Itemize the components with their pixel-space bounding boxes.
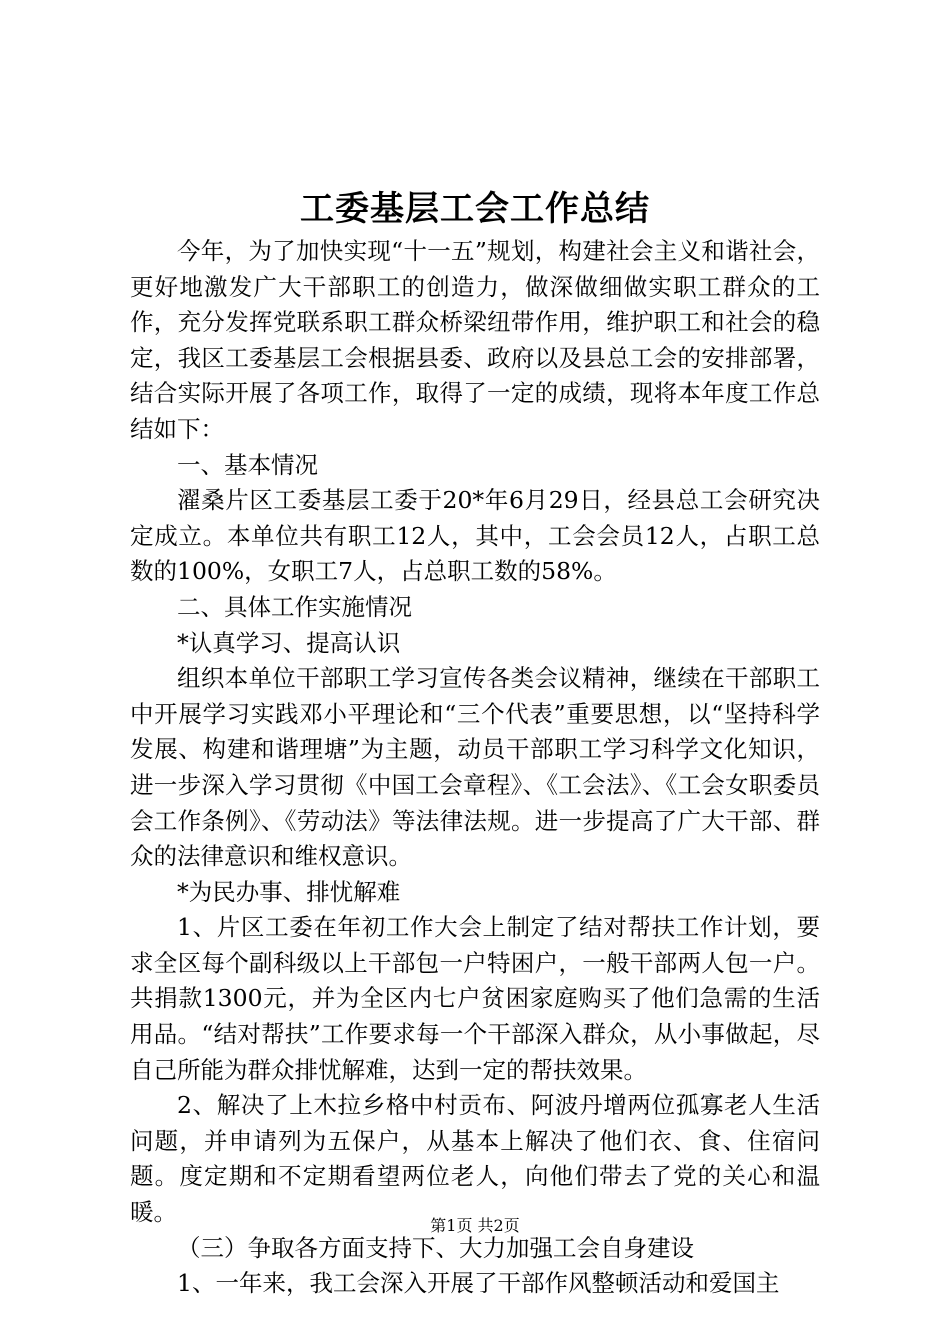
paragraph-self-building-1: 1、一年来，我工会深入开展了干部作风整顿活动和爱国主 [177,1269,780,1298]
document-title: 工委基层工会工作总结 [300,189,650,229]
subheading-self-building: （三）争取各方面支持下、大力加强工会自身建设 [177,1233,694,1262]
heading-implementation: 二、具体工作实施情况 [177,592,412,621]
subheading-study: *认真学习、提高认识 [177,628,401,657]
page-footer: 第1页 共2页 [430,1216,520,1235]
subheading-service: *为民办事、排忧解难 [177,877,401,906]
paragraph-basic-info: 濯桑片区工委基层工委于20*年6月29日，经县总工会研究决定成立。本单位共有职工12人，其中，工会会员12人，占职工总数的100%，女职工7人，占总职工数的58%。 [130,486,820,586]
paragraph-study: 组织本单位干部职工学习宣传各类会议精神，继续在干部职工中开展学习实践邓小平理论和“三个代表”重要思想，以“坚持科学发展、构建和谐理塘”为主题，动员干部职工学习科学文化知识，进一步深入学习贯彻《中国工会章程》、《工会法》、《工会女职委员会工作条例》、《劳动法》等法律法规。进一步提高了广大干部、群众的法律意识和维权意识。 [130,664,820,871]
document-body [130,234,820,1302]
paragraph-service-2: 2、解决了上木拉乡格中村贡布、阿波丹增两位孤寡老人生活问题，并申请列为五保户，从基本上解决了他们衣、食、住宿问题。度定期和不定期看望两位老人，向他们带去了党的关心和温暖。 [130,1091,820,1227]
paragraph-service-1: 1、片区工委在年初工作大会上制定了结对帮扶工作计划，要求全区每个副科级以上干部包一户特困户，一般干部两人包一户。共捐款1300元，并为全区内七户贫困家庭购买了他们急需的生活用品。“结对帮扶”工作要求每一个干部深入群众，从小事做起，尽自己所能为群众排忧解难，达到一定的帮扶效果。 [130,913,820,1084]
paragraph-intro: 今年，为了加快实现“十一五”规划，构建社会主义和谐社会，更好地激发广大干部职工的创造力，做深做细做实职工群众的工作，充分发挥党联系职工群众桥梁纽带作用，维护职工和社会的稳定，我区工委基层工会根据县委、政府以及县总工会的安排部署，结合实际开展了各项工作，取得了一定的成绩，现将本年度工作总结如下： [130,237,820,443]
heading-basic-info: 一、基本情况 [177,450,318,479]
